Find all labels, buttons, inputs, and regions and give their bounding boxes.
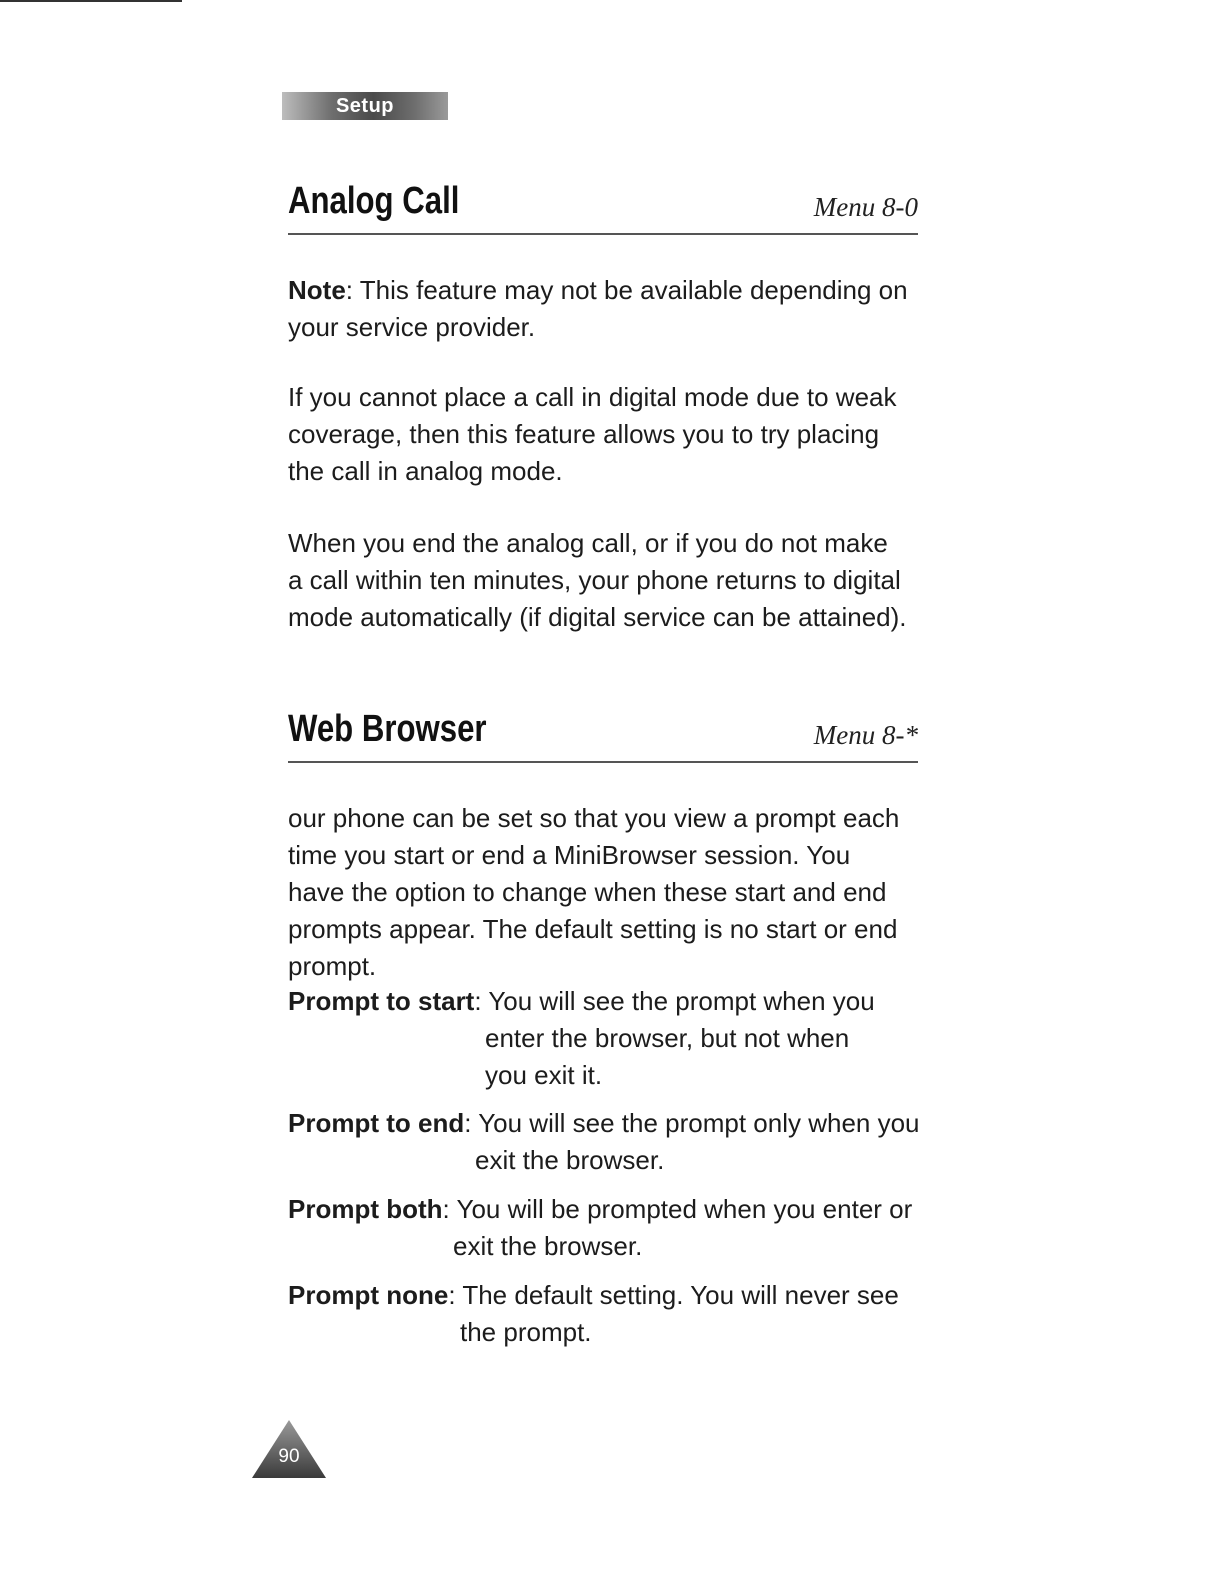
page-number: 90 (278, 1446, 300, 1467)
option-desc-first: You will be prompted when you enter or (456, 1194, 913, 1224)
option-prompt-to-start: Prompt to start: You will see the prompt when you enter the browser, but not when you exit it. (288, 983, 928, 1094)
page-number-badge (250, 1418, 328, 1480)
option-desc-rest: exit the browser. (453, 1231, 643, 1261)
option-term: Prompt to end (288, 1108, 465, 1138)
option-term: Prompt to start (288, 986, 475, 1016)
analog-paragraph-2: When you end the analog call, or if you do not make a call within ten minutes, your phone returns to digital mode automatically (if digital service can be attained). (288, 528, 907, 632)
analog-call-title: Analog Call (288, 180, 460, 222)
analog-note (288, 272, 928, 346)
web-browser-title: Web Browser (288, 708, 487, 750)
scan-edge-line (0, 0, 182, 2)
web-browser-heading (288, 708, 918, 763)
option-desc-rest: enter the browser, but not when you exit it. (485, 1023, 850, 1090)
option-prompt-both: Prompt both: You will be prompted when you enter or exit the browser. (288, 1191, 928, 1265)
option-term: Prompt both (288, 1194, 443, 1224)
analog-call-heading (288, 180, 918, 235)
analog-call-menu-ref: Menu 8-0 (813, 192, 918, 222)
web-browser-intro: our phone can be set so that you view a prompt each time you start or end a MiniBrowser session. You have the option to change when these start and end prompts appear. The default setting is no start or end prompt. (288, 803, 900, 981)
section-tab-label: Setup (335, 94, 395, 117)
section-tab (282, 92, 448, 120)
option-desc-rest: exit the browser. (475, 1145, 665, 1175)
note-label: Note (288, 275, 346, 305)
web-browser-menu-ref: Menu 8-* (813, 720, 918, 750)
option-term: Prompt none (288, 1280, 449, 1310)
option-prompt-none: Prompt none: The default setting. You will never see the prompt. (288, 1277, 928, 1351)
option-desc-first: You will see the prompt only when you (478, 1108, 920, 1138)
option-desc-rest: the prompt. (460, 1317, 592, 1347)
note-text: : This feature may not be available depending on your service provider. (288, 275, 908, 342)
option-prompt-to-end: Prompt to end: You will see the prompt only when you exit the browser. (288, 1105, 928, 1179)
option-desc-first: You will see the prompt when you (488, 986, 875, 1016)
analog-paragraph-1: If you cannot place a call in digital mode due to weak coverage, then this feature allows you to try placing the call in analog mode. (288, 382, 897, 486)
option-desc-first: The default setting. You will never see (462, 1280, 899, 1310)
